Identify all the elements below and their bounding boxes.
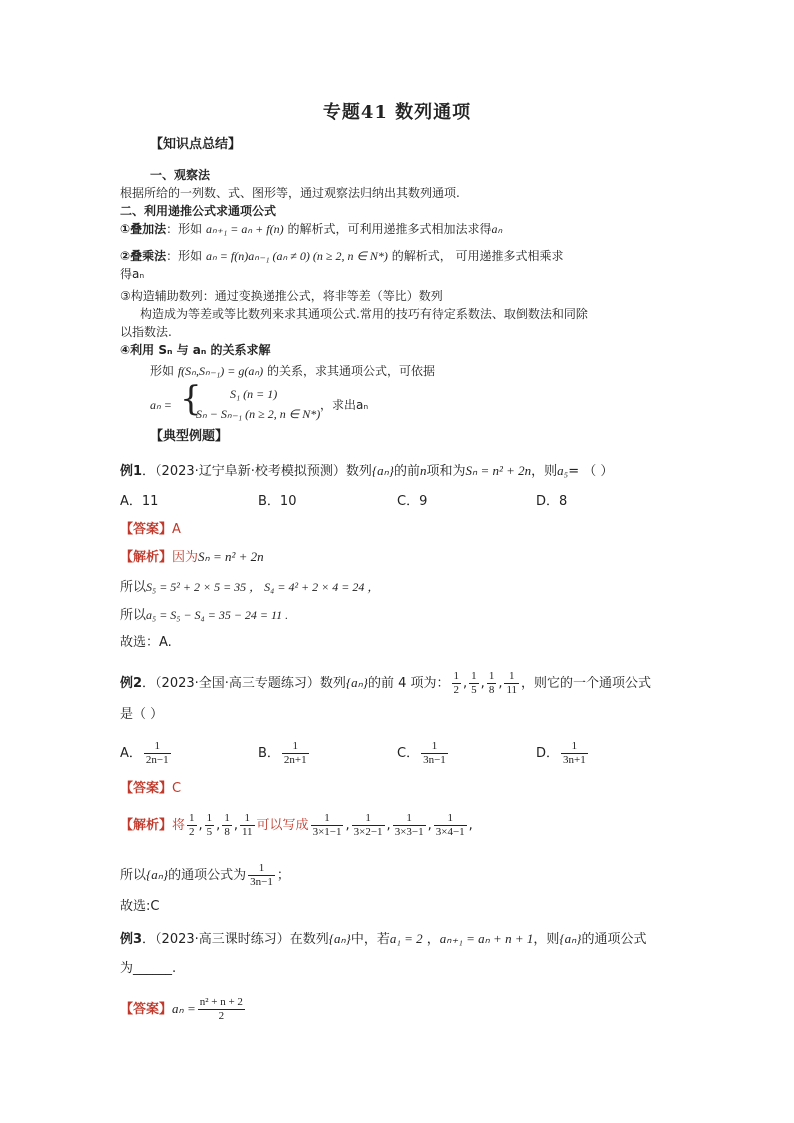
ex2-question: 例2．（2023·全国·高三专题练习）数列{aₙ}的前 4 项为： $\frac{1}{2}$ , $\frac{1}{5}$ , $\frac{1}{8}$ , $\frac{1}{11}$ ，则它的一个通项公式 bbox=[120, 670, 652, 696]
ex2-option-b-letter: B． bbox=[258, 746, 280, 761]
section-knowledge-heading: 【知识点总结】 bbox=[150, 137, 242, 152]
ex2-option-c-letter: C． bbox=[397, 746, 420, 761]
ex2-step-seq: {aₙ} bbox=[146, 867, 169, 882]
ex2-option-b-num: 1 bbox=[282, 740, 309, 754]
piecewise-case2: Sₙ − Sₙ₋₁ (n ≥ 2, n ∈ N*) bbox=[196, 407, 321, 421]
ex3-answer-num: n² + n + 2 bbox=[199, 996, 243, 1008]
ex3-f1: a₁ = 2 bbox=[389, 931, 423, 946]
ex2-an-term-3-den: 8 bbox=[224, 826, 230, 838]
ex1-formula: Sₙ = n² + 2n bbox=[465, 463, 532, 478]
ex3-f2: aₙ₊₁ = aₙ + n + 1 bbox=[439, 931, 534, 946]
ex1-tail: = （ ） bbox=[568, 464, 614, 479]
ex2-an-term-4-den: 11 bbox=[241, 826, 253, 838]
ex2-option-b bbox=[258, 740, 311, 767]
piecewise-lhs: aₙ = bbox=[150, 398, 172, 412]
ex2-option-c-frac bbox=[421, 740, 448, 767]
method3-line2: 构造成为等差或等比数列来求其通项公式.常用的技巧有待定系数法、取倒数法和同除 bbox=[140, 307, 588, 321]
ex3-answer-lhs: aₙ = bbox=[172, 1001, 196, 1016]
ex1-step2-formula: a₅ = S₅ − S₄ = 35 − 24 = 11 . bbox=[146, 608, 289, 622]
ex2-option-d-letter: D． bbox=[536, 746, 560, 761]
ex1-option-a: A．11 bbox=[120, 494, 159, 509]
ex1-mid2: 项和为 bbox=[426, 464, 466, 479]
ex2-an-term-1 bbox=[187, 812, 197, 839]
ex1-answer-label: 【答案】 bbox=[120, 522, 173, 537]
ex1-answer bbox=[120, 521, 181, 539]
ex3-question bbox=[120, 930, 646, 949]
ex2-term-4-num: 1 bbox=[504, 670, 519, 684]
method2-pre: ：形如 bbox=[166, 249, 203, 263]
ex3-label: 例3 bbox=[120, 932, 143, 947]
ex2-an-term-2-num: 1 bbox=[206, 812, 213, 824]
ex1-step2 bbox=[120, 606, 288, 625]
ex2-label: 例2 bbox=[120, 676, 143, 691]
ex2-option-d bbox=[536, 740, 590, 767]
ex2-step-pre: 所以 bbox=[120, 868, 147, 883]
ex2-step bbox=[120, 862, 290, 889]
ex2-an-term-4-num: 1 bbox=[240, 812, 255, 826]
ex2-option-d-den: 3n+1 bbox=[563, 754, 586, 766]
method4-post: 的关系，求其通项公式，可依据 bbox=[266, 364, 435, 378]
ex1-step1-formula: S₅ = 5² + 2 × 5 = 35 ， S₄ = 4² + 2 × 4 = 24 ， bbox=[146, 580, 380, 594]
ex2-option-d-frac bbox=[561, 740, 588, 767]
ex2-step-mid: 的通项公式为 bbox=[168, 868, 247, 883]
ex2-line2: 是（ ） bbox=[120, 707, 164, 722]
ex1-analysis-pre: 因为 bbox=[172, 550, 199, 565]
ex1-analysis bbox=[120, 548, 264, 567]
ex2-rewrite-4-num: 1 bbox=[434, 812, 467, 826]
ex1-ask: ，则 bbox=[531, 464, 558, 479]
k1-heading: 一、观察法 bbox=[150, 168, 211, 182]
ex2-tail: ，则它的一个通项公式 bbox=[521, 676, 652, 691]
ex2-analysis-pre: 将 bbox=[172, 818, 186, 833]
ex2-an-term-4 bbox=[240, 812, 255, 839]
ex3-answer-label: 【答案】 bbox=[120, 1002, 173, 1017]
ex3-tail2: 的通项公式 bbox=[581, 932, 647, 947]
piecewise-brace: { bbox=[180, 379, 202, 419]
ex1-step1 bbox=[120, 578, 379, 597]
ex2-step-end: ； bbox=[276, 868, 290, 883]
ex2-option-c-num: 1 bbox=[421, 740, 448, 754]
ex2-option-a-num: 1 bbox=[144, 740, 171, 754]
ex2-term-4 bbox=[504, 670, 519, 697]
method4-heading: ④利用 Sₙ 与 aₙ 的关系求解 bbox=[120, 343, 271, 357]
ex2-analysis-mid: 可以写成 bbox=[256, 818, 309, 833]
ex2-term-3 bbox=[487, 670, 497, 697]
ex2-rewrite-4 bbox=[434, 812, 467, 839]
ex3-seq2: {aₙ} bbox=[559, 931, 582, 946]
ex2-option-b-frac bbox=[282, 740, 309, 767]
method1-post: 的解析式，可利用递推多式相加法求得 bbox=[287, 222, 492, 236]
ex1-option-d: D．8 bbox=[536, 494, 568, 509]
ex1-question bbox=[120, 462, 613, 481]
ex2-rewrite-1 bbox=[311, 812, 344, 839]
ex3-line2: 为______. bbox=[120, 961, 177, 976]
ex2-an-term-3-num: 1 bbox=[224, 812, 230, 824]
ex2-option-b-den: 2n+1 bbox=[283, 754, 307, 766]
ex2-term-4-den: 11 bbox=[506, 684, 518, 696]
k2-method1 bbox=[120, 220, 502, 238]
ex3-mid: 中，若 bbox=[350, 932, 390, 947]
k1-text: 根据所给的一列数、式、图形等，通过观察法归纳出其数列通项. bbox=[120, 186, 460, 200]
ex2-answer-label: 【答案】 bbox=[120, 781, 173, 796]
ex2-option-c-den: 3n−1 bbox=[423, 754, 446, 766]
method3-label: ③构造辅助数列 bbox=[120, 289, 203, 303]
ex1-source: ．（2023·辽宁阜新·校考模拟预测）数列 bbox=[142, 464, 372, 479]
ex2-an-term-2 bbox=[205, 812, 215, 839]
ex2-rewrite-3 bbox=[393, 812, 426, 839]
method4-pre: 形如 bbox=[150, 364, 175, 378]
ex2-term-3-den: 8 bbox=[488, 684, 495, 696]
ex2-term-2-num: 1 bbox=[471, 670, 477, 682]
ex2-an-term-2-den: 5 bbox=[206, 826, 213, 838]
ex3-tail: ，则 bbox=[533, 932, 560, 947]
ex2-option-a-letter: A． bbox=[120, 746, 142, 761]
ex3-sep: ， bbox=[422, 932, 440, 947]
method3-line3: 以指数法. bbox=[120, 325, 172, 339]
ex1-step1-pre: 所以 bbox=[120, 580, 147, 595]
ex2-option-c bbox=[397, 740, 450, 767]
ex2-term-3-num: 1 bbox=[488, 670, 495, 682]
ex2-option-a-frac bbox=[144, 740, 171, 767]
method4-formula: f(Sₙ,Sₙ₋₁) = g(aₙ) bbox=[177, 364, 264, 378]
method1-pre: ：形如 bbox=[166, 222, 203, 236]
ex2-option-a bbox=[120, 740, 173, 767]
ex2-analysis: 【解析】将 $\frac{1}{2}$ , $\frac{1}{5}$ , $\frac{1}{8}$ , $\frac{1}{11}$ 可以写成 $\frac{1}{3\times 1-1}$ , $\frac{1}{3\times 2-1}$ , $\frac{1}{3\times 3-1}$ , $\frac{1}{3\times 4-1}$ , bbox=[120, 812, 473, 838]
method3-text: ：通过变换递推公式，将非等差（等比）数列 bbox=[202, 289, 443, 303]
page-title: 专题41 数列通项 bbox=[322, 102, 472, 123]
ex1-mid: 的前 bbox=[393, 464, 420, 479]
ex2-an-term-1-num: 1 bbox=[189, 812, 195, 824]
ex2-source: ．（2023·全国·高三专题练习）数列 bbox=[142, 676, 346, 691]
section-examples-heading: 【典型例题】 bbox=[150, 429, 229, 444]
ex1-a5: a₅ bbox=[557, 463, 569, 478]
ex2-rewrite-1-num: 1 bbox=[311, 812, 344, 826]
ex2-answer-value: C bbox=[172, 781, 182, 796]
ex2-step-num: 1 bbox=[248, 862, 275, 876]
ex1-answer-value: A bbox=[172, 522, 181, 537]
piecewise-case1: S₁ (n = 1) bbox=[230, 387, 278, 401]
ex2-rewrite-2-num: 1 bbox=[352, 812, 385, 826]
method4-text bbox=[150, 362, 435, 380]
method2-formula: aₙ = f(n)aₙ₋₁ (aₙ ≠ 0) (n ≥ 2, n ∈ N*) bbox=[206, 249, 388, 263]
method1-label: ①叠加法 bbox=[120, 222, 167, 236]
ex1-option-c: C．9 bbox=[397, 494, 428, 509]
ex3-seq: {aₙ} bbox=[328, 931, 351, 946]
ex2-step-den: 3n−1 bbox=[250, 876, 273, 888]
ex2-rewrite-2 bbox=[352, 812, 385, 839]
ex1-n: n bbox=[420, 463, 427, 478]
ex2-an-term-1-den: 2 bbox=[189, 826, 195, 838]
ex3-source: ．（2023·高三课时练习）在数列 bbox=[142, 932, 329, 947]
ex2-rewrite-2-den: 3×2−1 bbox=[353, 826, 383, 838]
ex2-term-2 bbox=[469, 670, 479, 697]
k2-method2 bbox=[120, 247, 564, 265]
ex1-analysis-formula: Sₙ = n² + 2n bbox=[198, 549, 264, 564]
ex3-answer bbox=[120, 996, 247, 1023]
ex2-term-1 bbox=[452, 670, 462, 697]
ex2-conclusion: 故选:C bbox=[120, 899, 160, 914]
k2-heading: 二、利用递推公式求通项公式 bbox=[120, 204, 277, 218]
ex1-seq: {aₙ} bbox=[371, 463, 394, 478]
ex3-answer-den: 2 bbox=[218, 1010, 225, 1022]
ex2-an-term-3 bbox=[222, 812, 232, 839]
ex1-conclusion: 故选：A. bbox=[120, 635, 172, 650]
ex2-option-a-den: 2n−1 bbox=[145, 754, 169, 766]
ex2-answer bbox=[120, 780, 181, 798]
ex2-rewrite-4-den: 3×4−1 bbox=[435, 826, 465, 838]
ex2-analysis-label: 【解析】 bbox=[120, 818, 173, 833]
ex2-rewrite-3-den: 3×3−1 bbox=[394, 826, 424, 838]
ex2-term-2-den: 5 bbox=[471, 684, 477, 696]
ex1-label: 例1 bbox=[120, 464, 143, 479]
ex2-term-1-den: 2 bbox=[453, 684, 460, 696]
ex1-option-b: B．10 bbox=[258, 494, 297, 509]
method1-end: aₙ bbox=[491, 222, 503, 236]
piecewise-end: ，求出aₙ bbox=[320, 398, 369, 412]
ex1-analysis-label: 【解析】 bbox=[120, 550, 173, 565]
method2-label: ②叠乘法 bbox=[120, 249, 167, 263]
ex2-option-d-num: 1 bbox=[561, 740, 588, 754]
k2-method3 bbox=[120, 287, 443, 305]
ex2-seq: {aₙ} bbox=[345, 675, 368, 690]
ex2-term-1-num: 1 bbox=[453, 670, 460, 682]
ex1-step2-pre: 所以 bbox=[120, 608, 147, 623]
method1-formula: aₙ₊₁ = aₙ + f(n) bbox=[206, 222, 284, 236]
ex2-mid: 的前 4 项为： bbox=[367, 676, 450, 691]
ex2-rewrite-1-den: 3×1−1 bbox=[312, 826, 342, 838]
method2-post: 的解析式， 可用递推多式相乘求 bbox=[391, 249, 564, 263]
ex2-step-frac bbox=[248, 862, 275, 889]
ex2-rewrite-3-num: 1 bbox=[393, 812, 426, 826]
method2-line2: 得aₙ bbox=[120, 267, 145, 281]
ex3-answer-frac bbox=[198, 996, 245, 1023]
